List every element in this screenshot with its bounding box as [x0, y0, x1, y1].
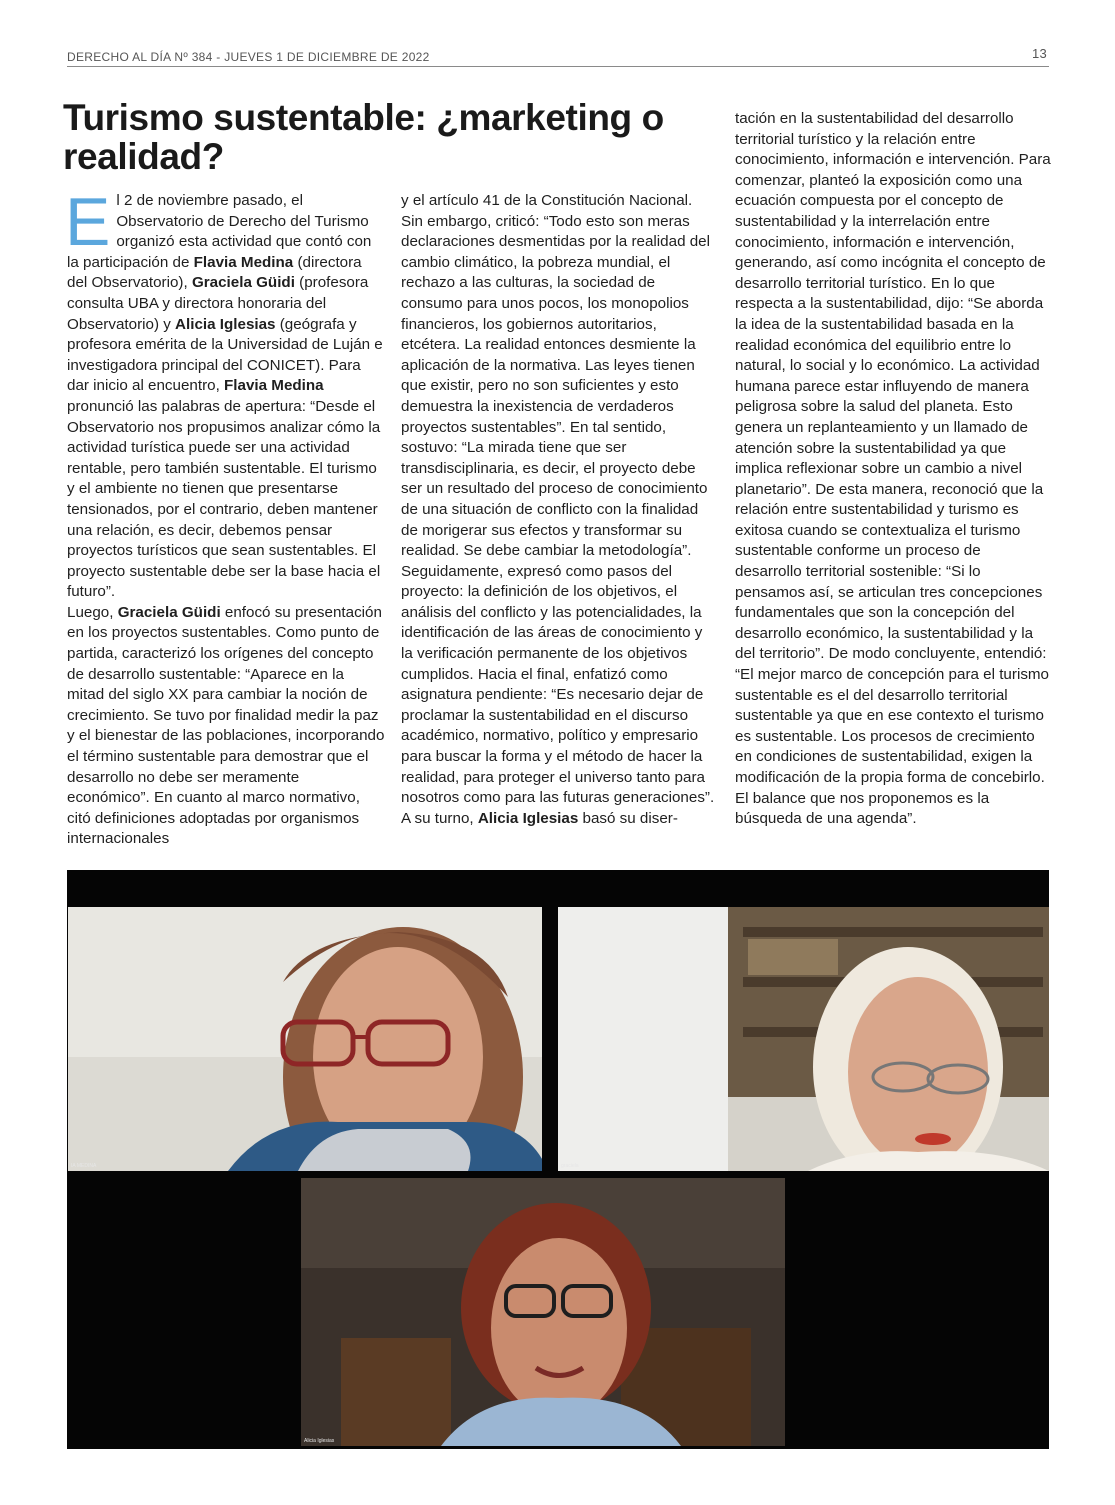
participant-portrait-iglesias — [301, 1178, 785, 1446]
paragraph-iglesias — [401, 809, 717, 830]
publication-line: DERECHO AL DÍA Nº 384 - JUEVES 1 DE DICIEMBRE DE 2022 — [67, 50, 430, 64]
person-name: Alicia Iglesias — [175, 315, 276, 333]
text-span: l 2 de noviembre pasado, el Observatorio de Derecho del Turismo organizó esta actividad que contó con la participación de — [67, 192, 372, 271]
person-name: Graciela Güidi — [191, 274, 295, 292]
text-span: enfocó su presentación en los proyectos sustentables. Como punto de partida, caracterizó los orígenes del concepto de desarrollo sustentable: “Aparece en la mitad del siglo XX para cambiar la noción de crecimiento. Se tuvo por finalidad medir la paz y el bienestar de las poblaciones, incorporando el término sustentable para demostrar que el desarrollo no debe ser meramente económico”. En cuanto al marco normativo, citó definiciones adoptadas por organismos internacionales — [67, 603, 385, 848]
person-name: Graciela Güidi — [117, 603, 221, 621]
page-number: 13 — [1031, 46, 1047, 61]
participant-portrait-medina — [68, 907, 542, 1171]
person-name: Alicia Iglesias — [477, 809, 579, 827]
participant-name-label: IA MEDINA — [71, 1163, 97, 1169]
article-column-2 — [401, 191, 717, 829]
person-name: Flavia Medina — [193, 253, 294, 271]
video-call-photo — [67, 870, 1049, 1449]
participant-name-label: Alicia Iglesias — [304, 1438, 335, 1444]
article-column-1 — [65, 184, 385, 850]
text-span: A su turno, — [401, 809, 478, 827]
page-header — [67, 46, 1049, 67]
participant-tile-iglesias — [301, 1178, 785, 1446]
article-column-3 — [735, 109, 1051, 830]
article-title: Turismo sustentable: ¿marketing o realidad? — [63, 97, 664, 177]
text-span: pronunció las palabras de apertura: “Desde el Observatorio nos propusimos analizar cómo la actividad turística puede ser una actividad rentable, pero también sustentable. El turismo y el ambiente no tienen que presentarse tensionados, por el contrario, deben mantener una relación, es decir, debemos pensar proyectos turísticos que sean sustentables. El proyecto sustentable debe ser la base hacia el futuro”. — [67, 397, 381, 601]
paragraph-continuation: y el artículo 41 de la Constitución Nacional. Sin embargo, criticó: “Todo esto son meras declaraciones desmentidas por la realidad del cambio climático, la pobreza mundial, el rechazo a las culturas, la sociedad de consumo para unos pocos, los monopolios financieros, los gobiernos autoritarios, etcétera. La realidad entonces desmiente la aplicación de la normativa. Las leyes tienen que existir, pero no son suficientes y esto demuestra la inexistencia de verdaderos proyectos sustentables”. En tal sentido, sostuvo: “La mirada tiene que ser transdisciplinaria, es decir, el proyecto debe ser un resultado del proceso de conocimiento de una situación de conflicto con la finalidad de morigerar sus efectos y transformar su realidad. Se debe cambiar la metodología”. Seguidamente, expresó como pasos del proyecto: la definición de los objetivos, el análisis del conflicto y las potencialidades, la identificación de las áreas de conocimiento y la verificación permanente de los objetivos cumplidos. Hacia el final, enfatizó como asignatura pendiente: “Es necesario dejar de proclamar la sustentabilidad en el discurso académico, normativo, político y empresario para buscar la forma y el método de hacer la realidad, para proteger el universo tanto para nosotros como para las futuras generaciones”. — [401, 192, 715, 807]
text-span: (geógrafa y profesora emérita de la Universidad de Luján e investigadora principal del CONICET). Para dar inicio al encuentro, — [67, 315, 383, 395]
participant-portrait-guidi — [558, 907, 1049, 1171]
participant-tile-guidi — [558, 907, 1049, 1171]
text-span: basó su diser- — [578, 809, 678, 827]
person-name: Flavia Medina — [224, 377, 324, 395]
text-span: (profesora consulta UBA y directora honoraria del Observatorio) y — [67, 274, 369, 333]
text-span: (directora del Observatorio), — [67, 253, 362, 292]
drop-cap: E — [65, 184, 111, 260]
paragraph-iglesias-continued: tación en la sustentabilidad del desarrollo territorial turístico y la relación entre conocimiento, información e intervención. Para comenzar, planteó la exposición como una ecuación compuesta por el concepto de sustentabilidad y la interrelación entre conocimiento, información e intervención, generando, así como incógnita el concepto de desarrollo territorial turístico. En lo que respecta a la sustentabilidad, dijo: “Se aborda la idea de la sustentabilidad basada en la realidad económica del equilibrio entre lo natural, lo social y lo económico. La actividad humana parece estar influyendo de manera peligrosa sobre la salud del planeta. Esto genera un replanteamiento y un llamado de atención sobre la sustentabilidad ya que implica reflexionar sobre un cambio a nivel planetario”. De esta manera, reconoció que la relación entre sustentabilidad y turismo es exitosa cuando se contextualiza el turismo sustentable conforme un proceso de desarrollo territorial sostenible: “Si lo pensamos así, se articulan tres concepciones fundamentales que son la concepción del desarrollo económico, la sustentabilidad y la del territorio”. De modo concluyente, entendió: “El mejor marco de concepción para el turismo sustentable es el del desarrollo territorial sustentable ya que en ese contexto el turismo es sustentable. Los procesos de crecimiento en condiciones de sustentabilidad, exigen la modificación de la propia forma de concebirlo. El balance que nos proponemos es la búsqueda de una agenda”. — [735, 110, 1051, 828]
participant-name-label: graciela — [561, 1163, 579, 1169]
text-span: Luego, — [67, 603, 118, 621]
paragraph-guidi — [67, 603, 385, 850]
paragraph-intro — [65, 184, 385, 603]
participant-tile-medina — [68, 907, 542, 1171]
